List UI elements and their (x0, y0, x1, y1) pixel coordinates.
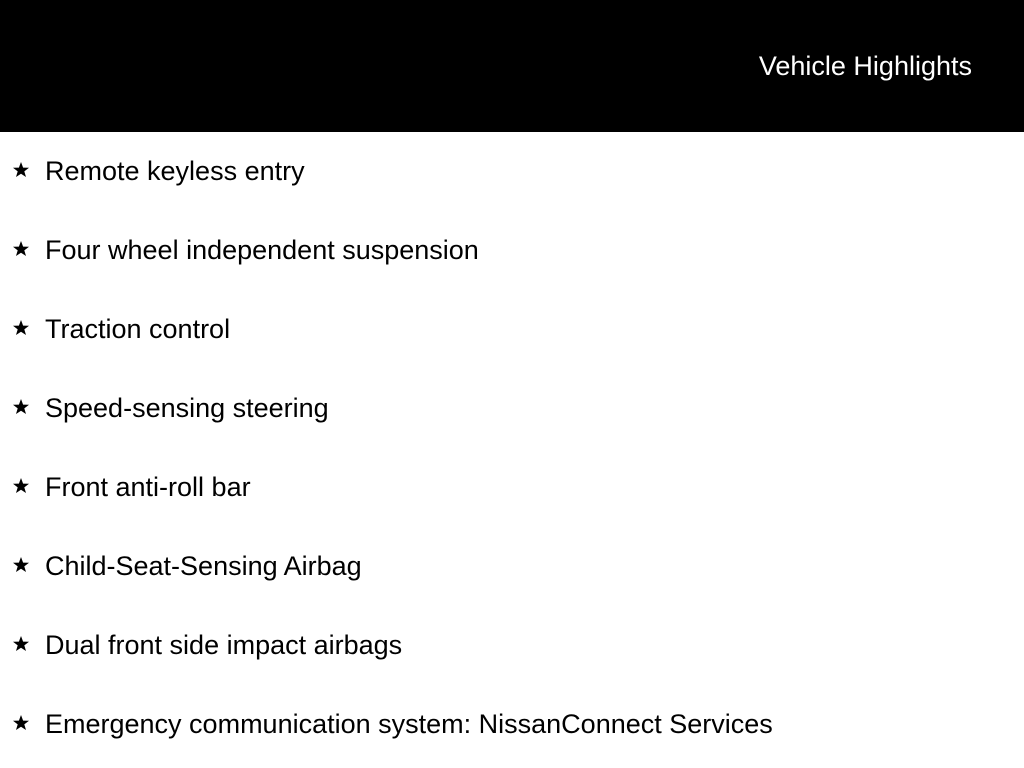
page-title: Vehicle Highlights (758, 51, 972, 81)
list-item-label: Child-Seat-Sensing Airbag (45, 551, 362, 581)
list-item (0, 470, 1024, 510)
list-item-label: Speed-sensing steering (45, 393, 329, 423)
star-icon (11, 713, 31, 733)
list-item (0, 154, 1024, 194)
list-item (0, 628, 1024, 668)
list-item-label: Dual front side impact airbags (45, 630, 403, 660)
star-icon (11, 634, 31, 654)
star-icon (11, 318, 31, 338)
list-item (0, 549, 1024, 589)
star-icon (11, 160, 31, 180)
header-bar (0, 0, 1024, 132)
list-item (0, 233, 1024, 273)
list-item (0, 391, 1024, 431)
list-item-label: Emergency communication system: NissanConnect Services (45, 709, 773, 739)
star-icon (11, 239, 31, 259)
list-item (0, 707, 1024, 747)
list-item-label: Four wheel independent suspension (45, 235, 479, 265)
star-icon (11, 397, 31, 417)
list-item (0, 312, 1024, 352)
star-icon (11, 476, 31, 496)
star-icon (11, 555, 31, 575)
list-item-label: Traction control (45, 314, 231, 344)
list-item-label: Front anti-roll bar (45, 472, 251, 502)
list-item-label: Remote keyless entry (45, 156, 305, 186)
